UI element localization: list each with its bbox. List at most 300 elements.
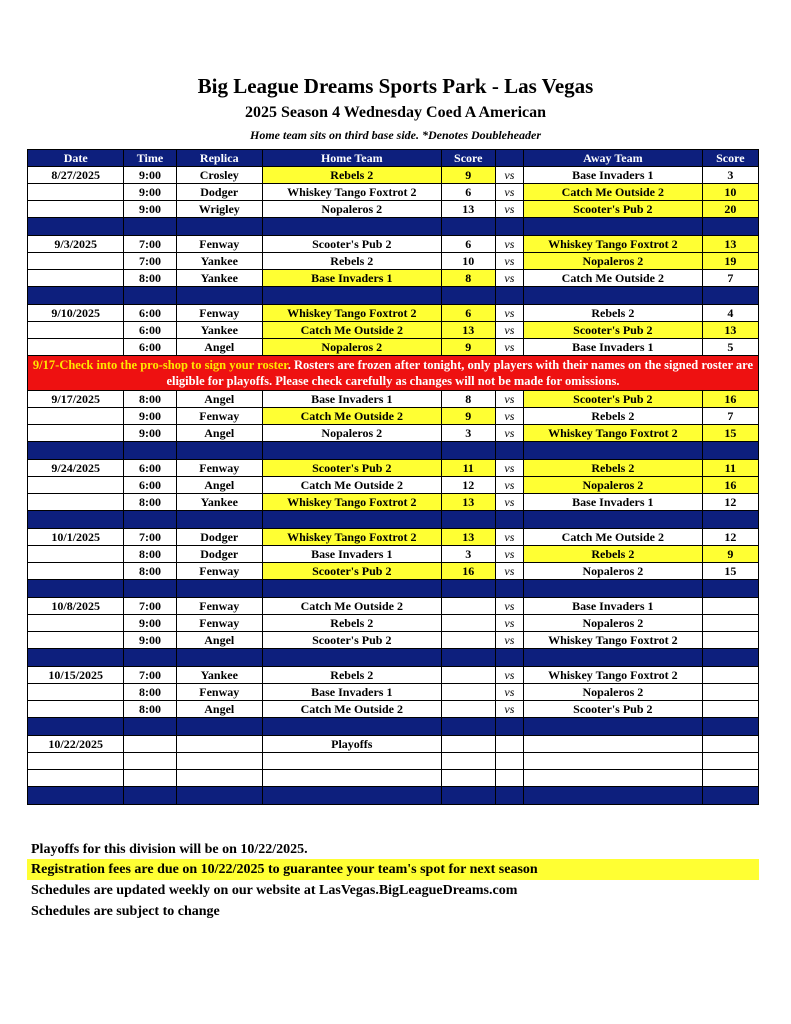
- game-time: 9:00: [124, 425, 176, 442]
- game-date: [28, 546, 124, 563]
- game-replica: Fenway: [176, 615, 262, 632]
- separator-cell: [28, 442, 124, 460]
- home-score: [441, 598, 495, 615]
- separator-cell: [28, 718, 124, 736]
- game-row: [28, 563, 759, 580]
- game-row: [28, 236, 759, 253]
- playoffs-row: [28, 736, 759, 753]
- game-replica: Wrigley: [176, 201, 262, 218]
- week-separator: [28, 442, 759, 460]
- separator-cell: [176, 649, 262, 667]
- separator-cell: [441, 218, 495, 236]
- game-row: [28, 546, 759, 563]
- game-date: [28, 408, 124, 425]
- home-team: Base Invaders 1: [262, 684, 441, 701]
- home-score: 9: [441, 339, 495, 356]
- schedule-body: [28, 167, 759, 805]
- empty-cell: [702, 753, 758, 770]
- separator-cell: [262, 580, 441, 598]
- empty-cell: [124, 753, 176, 770]
- home-score: 16: [441, 563, 495, 580]
- schedule-table: [27, 149, 759, 805]
- vs-label: vs: [495, 236, 523, 253]
- away-score: [702, 684, 758, 701]
- home-team: Base Invaders 1: [262, 391, 441, 408]
- away-score: 15: [702, 563, 758, 580]
- away-score: 3: [702, 167, 758, 184]
- home-score: [441, 615, 495, 632]
- away-team: Nopaleros 2: [523, 477, 702, 494]
- home-score: [441, 667, 495, 684]
- game-time: 8:00: [124, 546, 176, 563]
- home-team: Scooter's Pub 2: [262, 460, 441, 477]
- separator-cell: [124, 787, 176, 805]
- game-date: [28, 563, 124, 580]
- game-time: 6:00: [124, 477, 176, 494]
- column-header-time: Time: [124, 150, 176, 167]
- away-score: 16: [702, 477, 758, 494]
- home-score: [441, 632, 495, 649]
- away-team: Rebels 2: [523, 305, 702, 322]
- home-team: Rebels 2: [262, 667, 441, 684]
- empty-cell: [441, 753, 495, 770]
- separator-cell: [702, 718, 758, 736]
- game-replica: Angel: [176, 339, 262, 356]
- away-team: Rebels 2: [523, 460, 702, 477]
- game-time: 7:00: [124, 667, 176, 684]
- home-score: 13: [441, 529, 495, 546]
- game-replica: Yankee: [176, 494, 262, 511]
- empty-cell: [495, 753, 523, 770]
- game-date: [28, 701, 124, 718]
- playoffs-note: Playoffs for this division will be on 10/22/2025.: [31, 842, 308, 857]
- vs-label: vs: [495, 598, 523, 615]
- vs-label: vs: [495, 477, 523, 494]
- home-score: 10: [441, 253, 495, 270]
- game-replica: Crosley: [176, 167, 262, 184]
- separator-cell: [523, 649, 702, 667]
- week-separator: [28, 580, 759, 598]
- away-team: Nopaleros 2: [523, 615, 702, 632]
- away-score: 7: [702, 270, 758, 287]
- home-team: Nopaleros 2: [262, 339, 441, 356]
- separator-cell: [523, 442, 702, 460]
- away-score: 16: [702, 391, 758, 408]
- game-row: [28, 339, 759, 356]
- empty-cell: [702, 736, 758, 753]
- away-score: 12: [702, 529, 758, 546]
- away-team: Whiskey Tango Foxtrot 2: [523, 236, 702, 253]
- separator-cell: [262, 218, 441, 236]
- game-row: [28, 322, 759, 339]
- separator-cell: [702, 649, 758, 667]
- game-row: [28, 615, 759, 632]
- separator-cell: [124, 511, 176, 529]
- separator-cell: [702, 442, 758, 460]
- separator-cell: [702, 511, 758, 529]
- empty-cell: [262, 770, 441, 787]
- separator-cell: [702, 787, 758, 805]
- playoffs-label: Playoffs: [262, 736, 441, 753]
- game-replica: Fenway: [176, 684, 262, 701]
- vs-label: vs: [495, 305, 523, 322]
- home-score: 13: [441, 201, 495, 218]
- game-time: 9:00: [124, 184, 176, 201]
- separator-cell: [441, 718, 495, 736]
- game-row: [28, 598, 759, 615]
- home-team: Nopaleros 2: [262, 425, 441, 442]
- week-separator: [28, 787, 759, 805]
- home-score: 11: [441, 460, 495, 477]
- home-score: 3: [441, 546, 495, 563]
- game-time: 9:00: [124, 201, 176, 218]
- game-replica: Yankee: [176, 667, 262, 684]
- home-team: Catch Me Outside 2: [262, 598, 441, 615]
- separator-cell: [702, 218, 758, 236]
- game-time: 8:00: [124, 563, 176, 580]
- separator-cell: [124, 442, 176, 460]
- game-date: 9/17/2025: [28, 391, 124, 408]
- game-row: [28, 684, 759, 701]
- home-score: 3: [441, 425, 495, 442]
- empty-row: [28, 770, 759, 787]
- game-replica: Angel: [176, 701, 262, 718]
- vs-label: vs: [495, 667, 523, 684]
- home-team: Rebels 2: [262, 167, 441, 184]
- game-time: 8:00: [124, 391, 176, 408]
- away-score: 4: [702, 305, 758, 322]
- column-header-date: Date: [28, 150, 124, 167]
- empty-row: [28, 753, 759, 770]
- game-date: [28, 270, 124, 287]
- empty-cell: [176, 736, 262, 753]
- game-row: [28, 391, 759, 408]
- away-score: 5: [702, 339, 758, 356]
- column-header-away-team: Away Team: [523, 150, 702, 167]
- empty-cell: [702, 770, 758, 787]
- away-team: Catch Me Outside 2: [523, 529, 702, 546]
- separator-cell: [176, 580, 262, 598]
- separator-cell: [262, 442, 441, 460]
- column-header-vs: [495, 150, 523, 167]
- separator-cell: [523, 287, 702, 305]
- separator-cell: [28, 218, 124, 236]
- home-team-note: Home team sits on third base side. *Denotes Doubleheader: [250, 128, 541, 142]
- game-date: 8/27/2025: [28, 167, 124, 184]
- game-time: 7:00: [124, 236, 176, 253]
- empty-cell: [28, 770, 124, 787]
- separator-cell: [124, 218, 176, 236]
- playoffs-date: 10/22/2025: [28, 736, 124, 753]
- away-team: Scooter's Pub 2: [523, 201, 702, 218]
- notice-date: 9/17-: [32, 358, 60, 372]
- separator-cell: [124, 580, 176, 598]
- empty-cell: [495, 770, 523, 787]
- game-time: 7:00: [124, 598, 176, 615]
- away-team: Scooter's Pub 2: [523, 701, 702, 718]
- game-date: [28, 684, 124, 701]
- notice-text: . Rosters are frozen after tonight, only players with their names on the signed roster are eligible for playoffs. Please check carefully as changes will not be made for omissions.: [166, 358, 754, 388]
- away-score: 11: [702, 460, 758, 477]
- page-title: Big League Dreams Sports Park - Las Vegas: [197, 74, 594, 98]
- game-date: [28, 425, 124, 442]
- separator-cell: [495, 580, 523, 598]
- vs-label: vs: [495, 270, 523, 287]
- separator-cell: [176, 787, 262, 805]
- game-time: 7:00: [124, 253, 176, 270]
- home-team: Whiskey Tango Foxtrot 2: [262, 529, 441, 546]
- away-team: Rebels 2: [523, 408, 702, 425]
- home-team: Base Invaders 1: [262, 270, 441, 287]
- separator-cell: [441, 511, 495, 529]
- away-team: Base Invaders 1: [523, 494, 702, 511]
- empty-cell: [523, 736, 702, 753]
- empty-cell: [523, 753, 702, 770]
- separator-cell: [28, 649, 124, 667]
- vs-label: vs: [495, 632, 523, 649]
- vs-label: vs: [495, 494, 523, 511]
- game-time: 8:00: [124, 270, 176, 287]
- game-replica: Fenway: [176, 563, 262, 580]
- game-date: [28, 253, 124, 270]
- separator-cell: [262, 718, 441, 736]
- week-separator: [28, 649, 759, 667]
- game-row: [28, 529, 759, 546]
- home-score: 6: [441, 184, 495, 201]
- vs-label: vs: [495, 701, 523, 718]
- home-team: Base Invaders 1: [262, 546, 441, 563]
- website-note: Schedules are updated weekly on our website at LasVegas.BigLeagueDreams.com: [31, 883, 518, 898]
- separator-cell: [262, 511, 441, 529]
- separator-cell: [262, 287, 441, 305]
- game-time: 9:00: [124, 615, 176, 632]
- empty-cell: [28, 753, 124, 770]
- vs-label: vs: [495, 546, 523, 563]
- game-date: [28, 201, 124, 218]
- home-score: 6: [441, 236, 495, 253]
- empty-cell: [124, 770, 176, 787]
- away-team: Catch Me Outside 2: [523, 184, 702, 201]
- separator-cell: [176, 287, 262, 305]
- home-team: Whiskey Tango Foxtrot 2: [262, 184, 441, 201]
- game-row: [28, 425, 759, 442]
- away-team: Whiskey Tango Foxtrot 2: [523, 667, 702, 684]
- vs-label: vs: [495, 339, 523, 356]
- week-separator: [28, 511, 759, 529]
- game-date: 9/10/2025: [28, 305, 124, 322]
- game-row: [28, 305, 759, 322]
- away-score: [702, 667, 758, 684]
- separator-cell: [441, 287, 495, 305]
- home-score: [441, 701, 495, 718]
- separator-cell: [495, 287, 523, 305]
- away-team: Whiskey Tango Foxtrot 2: [523, 632, 702, 649]
- away-score: 12: [702, 494, 758, 511]
- away-score: [702, 632, 758, 649]
- home-team: Catch Me Outside 2: [262, 701, 441, 718]
- game-replica: Dodger: [176, 546, 262, 563]
- separator-cell: [176, 511, 262, 529]
- game-date: [28, 615, 124, 632]
- separator-cell: [523, 718, 702, 736]
- game-date: 10/1/2025: [28, 529, 124, 546]
- game-date: 9/3/2025: [28, 236, 124, 253]
- separator-cell: [28, 787, 124, 805]
- separator-cell: [523, 787, 702, 805]
- away-team: Nopaleros 2: [523, 563, 702, 580]
- home-team: Rebels 2: [262, 615, 441, 632]
- week-separator: [28, 718, 759, 736]
- separator-cell: [176, 442, 262, 460]
- vs-label: vs: [495, 253, 523, 270]
- home-score: 9: [441, 408, 495, 425]
- game-time: 6:00: [124, 339, 176, 356]
- separator-cell: [702, 287, 758, 305]
- page-subtitle: 2025 Season 4 Wednesday Coed A American: [244, 104, 547, 121]
- separator-cell: [124, 718, 176, 736]
- away-score: 13: [702, 236, 758, 253]
- home-score: [441, 684, 495, 701]
- away-score: 13: [702, 322, 758, 339]
- game-time: 6:00: [124, 322, 176, 339]
- separator-cell: [124, 649, 176, 667]
- empty-cell: [124, 736, 176, 753]
- separator-cell: [441, 787, 495, 805]
- home-team: Rebels 2: [262, 253, 441, 270]
- away-team: Nopaleros 2: [523, 253, 702, 270]
- column-header-away-score: Score: [702, 150, 758, 167]
- game-date: 10/8/2025: [28, 598, 124, 615]
- game-replica: Angel: [176, 425, 262, 442]
- vs-label: vs: [495, 615, 523, 632]
- registration-note: Registration fees are due on 10/22/2025 to guarantee your team's spot for next season: [27, 859, 759, 880]
- separator-cell: [495, 442, 523, 460]
- game-time: 7:00: [124, 529, 176, 546]
- home-team: Scooter's Pub 2: [262, 236, 441, 253]
- game-time: 8:00: [124, 701, 176, 718]
- away-team: Rebels 2: [523, 546, 702, 563]
- away-team: Scooter's Pub 2: [523, 322, 702, 339]
- away-team: Scooter's Pub 2: [523, 391, 702, 408]
- game-date: [28, 322, 124, 339]
- game-replica: Dodger: [176, 184, 262, 201]
- game-replica: Angel: [176, 391, 262, 408]
- empty-cell: [262, 753, 441, 770]
- home-team: Nopaleros 2: [262, 201, 441, 218]
- separator-cell: [28, 511, 124, 529]
- empty-cell: [495, 736, 523, 753]
- away-team: Base Invaders 1: [523, 167, 702, 184]
- home-team: Whiskey Tango Foxtrot 2: [262, 305, 441, 322]
- separator-cell: [495, 649, 523, 667]
- game-replica: Fenway: [176, 408, 262, 425]
- game-row: [28, 701, 759, 718]
- separator-cell: [523, 218, 702, 236]
- separator-cell: [441, 442, 495, 460]
- vs-label: vs: [495, 684, 523, 701]
- away-score: [702, 615, 758, 632]
- game-time: 8:00: [124, 684, 176, 701]
- roster-notice-row: [28, 356, 759, 391]
- vs-label: vs: [495, 322, 523, 339]
- home-team: Scooter's Pub 2: [262, 563, 441, 580]
- game-replica: Angel: [176, 632, 262, 649]
- column-header-home-team: Home Team: [262, 150, 441, 167]
- home-team: Catch Me Outside 2: [262, 322, 441, 339]
- empty-cell: [441, 770, 495, 787]
- vs-label: vs: [495, 167, 523, 184]
- week-separator: [28, 287, 759, 305]
- game-replica: Fenway: [176, 236, 262, 253]
- separator-cell: [176, 718, 262, 736]
- away-score: 20: [702, 201, 758, 218]
- vs-label: vs: [495, 563, 523, 580]
- separator-cell: [441, 649, 495, 667]
- week-separator: [28, 218, 759, 236]
- game-row: [28, 667, 759, 684]
- separator-cell: [124, 287, 176, 305]
- game-row: [28, 477, 759, 494]
- game-replica: Yankee: [176, 270, 262, 287]
- empty-cell: [441, 736, 495, 753]
- away-team: Base Invaders 1: [523, 339, 702, 356]
- schedule-change-note: Schedules are subject to change: [31, 904, 220, 919]
- away-team: Whiskey Tango Foxtrot 2: [523, 425, 702, 442]
- vs-label: vs: [495, 460, 523, 477]
- game-row: [28, 632, 759, 649]
- home-score: 9: [441, 167, 495, 184]
- game-date: [28, 477, 124, 494]
- separator-cell: [28, 287, 124, 305]
- empty-cell: [176, 753, 262, 770]
- away-score: [702, 598, 758, 615]
- away-score: 19: [702, 253, 758, 270]
- game-time: 9:00: [124, 167, 176, 184]
- game-date: [28, 632, 124, 649]
- separator-cell: [523, 580, 702, 598]
- game-replica: Fenway: [176, 305, 262, 322]
- home-score: 12: [441, 477, 495, 494]
- game-row: [28, 494, 759, 511]
- separator-cell: [176, 218, 262, 236]
- away-score: 9: [702, 546, 758, 563]
- separator-cell: [495, 787, 523, 805]
- vs-label: vs: [495, 201, 523, 218]
- home-score: 8: [441, 391, 495, 408]
- home-score: 13: [441, 322, 495, 339]
- game-date: [28, 494, 124, 511]
- game-time: 8:00: [124, 494, 176, 511]
- separator-cell: [495, 511, 523, 529]
- vs-label: vs: [495, 408, 523, 425]
- separator-cell: [495, 218, 523, 236]
- vs-label: vs: [495, 184, 523, 201]
- home-score: 8: [441, 270, 495, 287]
- game-date: [28, 339, 124, 356]
- home-score: 13: [441, 494, 495, 511]
- separator-cell: [262, 787, 441, 805]
- vs-label: vs: [495, 529, 523, 546]
- separator-cell: [523, 511, 702, 529]
- vs-label: vs: [495, 391, 523, 408]
- game-row: [28, 167, 759, 184]
- game-date: [28, 184, 124, 201]
- home-team: Catch Me Outside 2: [262, 477, 441, 494]
- away-score: 15: [702, 425, 758, 442]
- schedule-header-row: [28, 150, 759, 167]
- away-team: Catch Me Outside 2: [523, 270, 702, 287]
- separator-cell: [28, 580, 124, 598]
